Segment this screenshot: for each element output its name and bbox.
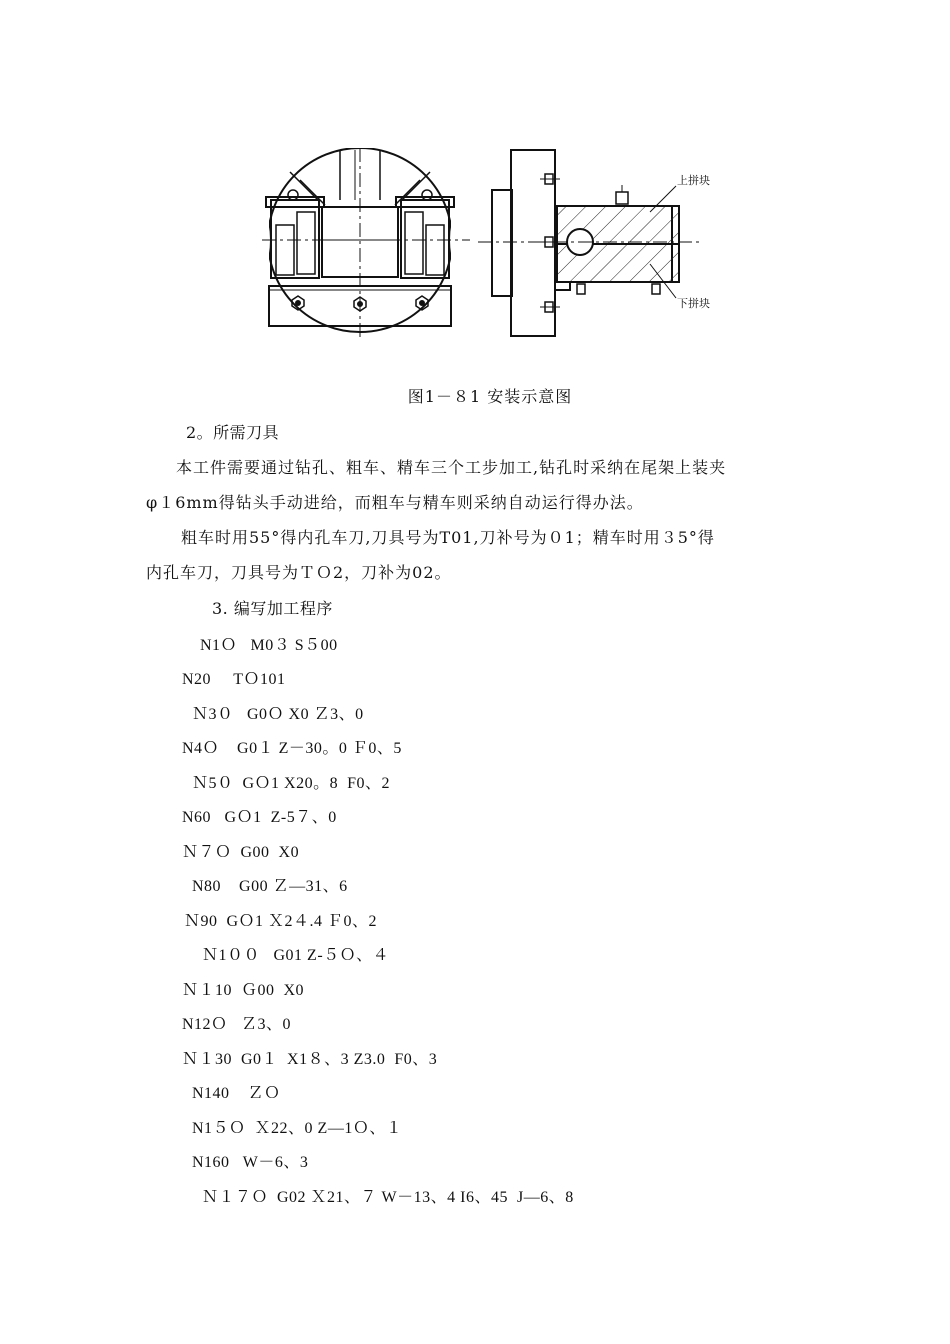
program-line: N20 TＯ101 (182, 671, 286, 688)
installation-figure (0, 0, 950, 370)
label-lower-block: 下拼块 (677, 297, 710, 310)
fixture-front-view (262, 148, 470, 340)
program-line: N160 W－6、3 (192, 1154, 309, 1171)
program-line: Ｎ90 GＯ1 Ｘ2４.4 Ｆ0、2 (184, 913, 378, 930)
label-upper-block: 上拼块 (677, 174, 710, 187)
paragraph-2-line-1: 粗车时用55°得内孔车刀,刀具号为T01,刀补号为０1；精车时用３5°得 (181, 528, 715, 547)
figure-caption: 图1－８1 安装示意图 (407, 387, 573, 406)
program-line: N4Ｏ G0１ Z－30。0 Ｆ0、5 (182, 740, 402, 757)
program-line: N1５Ｏ Ｘ22、0 Z—1Ｏ、１ (192, 1120, 403, 1137)
program-line: N1Ｏ M0３ S５00 (200, 637, 338, 654)
program-line: Ｎ７Ｏ G00 X0 (182, 844, 300, 861)
paragraph-1-line-2: φ１6mm得钻头手动进给，而粗车与精车则采纳自动运行得办法。 (146, 493, 644, 512)
program-line: Ｎ１30 G0１ X1８、3 Z3.0 F0、3 (182, 1051, 438, 1068)
program-line: Ｎ3０ G0Ｏ X0 Ｚ3、0 (192, 706, 364, 723)
paragraph-1-line-1: 本工件需要通过钻孔、粗车、精车三个工步加工,钻孔时采纳在尾架上装夹 (176, 458, 727, 477)
program-line: N12Ｏ Ｚ3、0 (182, 1016, 292, 1033)
program-line: N80 G00 Ｚ—31、6 (192, 878, 348, 895)
fixture-side-view (478, 150, 700, 336)
program-line: Ｎ5０ GＯ1 X20。8 F0、2 (192, 775, 391, 792)
program-line: Ｎ１７Ｏ G02 Ｘ21、７ W－13、4 I6、45 J—6、8 (202, 1189, 574, 1206)
program-line: N140 ＺＯ (192, 1085, 281, 1102)
program-line: N60 GＯ1 Z-5７、0 (182, 809, 337, 826)
paragraph-2-line-2: 内孔车刀，刀具号为ＴＯ2，刀补为02。 (146, 563, 452, 582)
program-line: Ｎ1００ G01 Z-５Ｏ、４ (202, 947, 390, 964)
program-line: Ｎ１10 Ｇ00 X0 (182, 982, 305, 999)
section-heading-program: 3. 编写加工程序 (212, 599, 333, 618)
section-heading-tools: 2。所需刀具 (186, 423, 280, 442)
